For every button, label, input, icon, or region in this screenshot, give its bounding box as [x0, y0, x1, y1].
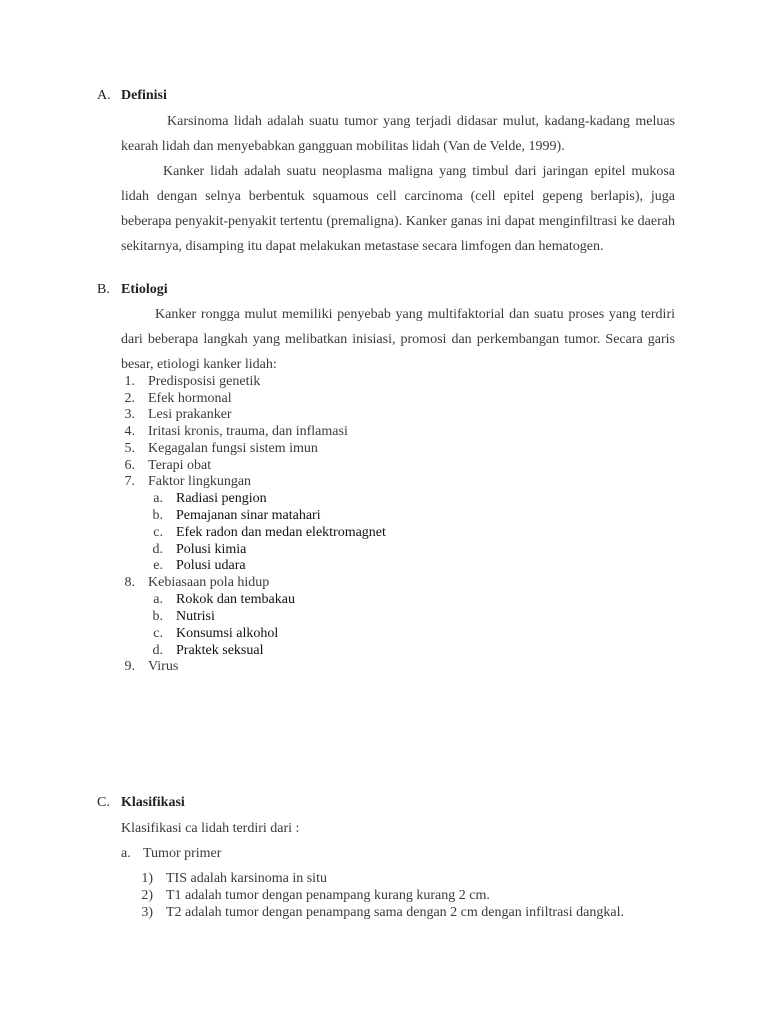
sub-list-letter: c.	[153, 626, 163, 641]
sub-list-letter: a.	[153, 491, 163, 506]
list-item-number: 3.	[124, 407, 135, 422]
list-item-number: 9.	[124, 659, 135, 674]
section-c-marker: C.	[97, 795, 110, 810]
sub-list-letter: b.	[152, 508, 163, 523]
definisi-paragraph-2: Kanker lidah adalah suatu neoplasma maligna yang timbul dari jaringan epitel mukosa lidah dengan selnya berbentuk squamous cell carcinoma (cell epitel gepeng berlapis), juga beberapa penyakit-penyakit tertentu (premaligna). Kanker ganas ini dapat menginfiltrasi ke daerah sekitarnya, disamping itu dapat melakukan metastase secara limfogen dan hematogen.	[121, 164, 675, 254]
list-item: Faktor lingkungan	[148, 474, 252, 489]
sub-section-heading: Tumor primer	[143, 846, 222, 861]
list-item-number: 7.	[124, 474, 135, 489]
section-b-heading: Etiologi	[121, 282, 168, 297]
list-item: Iritasi kronis, trauma, dan inflamasi	[148, 424, 348, 439]
list-item: Virus	[148, 659, 179, 674]
section-a-heading: Definisi	[121, 88, 167, 103]
klasifikasi-intro: Klasifikasi ca lidah terdiri dari :	[121, 821, 300, 836]
sub-list-item: Polusi udara	[176, 558, 246, 573]
list-item-number: 2)	[141, 888, 153, 903]
sub-list-letter: a.	[153, 592, 163, 607]
sub-list-item: Efek radon dan medan elektromagnet	[176, 525, 386, 540]
sub-list-item: Nutrisi	[176, 609, 215, 624]
sub-list-letter: e.	[153, 558, 163, 573]
list-item: Terapi obat	[148, 458, 212, 473]
list-item-number: 8.	[124, 575, 135, 590]
section-c-heading: Klasifikasi	[121, 795, 185, 810]
sub-list-item: Polusi kimia	[176, 542, 247, 557]
list-item: Kebiasaan pola hidup	[148, 575, 270, 590]
definisi-paragraph-1: Karsinoma lidah adalah suatu tumor yang terjadi didasar mulut, kadang-kadang meluas kearah lidah dan menyebabkan gangguan mobilitas lidah (Van de Velde, 1999).	[121, 114, 675, 154]
sub-list-item: Radiasi pengion	[176, 491, 267, 506]
list-item: T2 adalah tumor dengan penampang sama dengan 2 cm dengan infiltrasi dangkal.	[166, 905, 624, 920]
sub-list-letter: d.	[152, 643, 163, 658]
sub-section-marker: a.	[121, 846, 131, 861]
list-item-number: 3)	[141, 905, 153, 920]
sub-list-item: Konsumsi alkohol	[176, 626, 279, 641]
list-item-number: 6.	[124, 458, 135, 473]
sub-list-letter: b.	[152, 609, 163, 624]
list-item: Predisposisi genetik	[148, 374, 261, 389]
list-item: Lesi prakanker	[148, 407, 232, 422]
list-item: Kegagalan fungsi sistem imun	[148, 441, 318, 456]
list-item-number: 5.	[124, 441, 135, 456]
list-item: Efek hormonal	[148, 391, 232, 406]
list-item: T1 adalah tumor dengan penampang kurang kurang 2 cm.	[166, 888, 490, 903]
list-item-number: 1.	[124, 374, 135, 389]
sub-list-item: Pemajanan sinar matahari	[176, 508, 321, 523]
etiologi-paragraph: Kanker rongga mulut memiliki penyebab yang multifaktorial dan suatu proses yang terdiri dari beberapa langkah yang melibatkan inisiasi, promosi dan perkembangan tumor. Secara garis besar, etiologi kanker lidah:	[121, 307, 675, 372]
list-item: TIS adalah karsinoma in situ	[166, 871, 327, 886]
section-a-marker: A.	[97, 88, 111, 103]
sub-list-letter: c.	[153, 525, 163, 540]
section-b-marker: B.	[97, 282, 110, 297]
list-item-number: 4.	[124, 424, 135, 439]
sub-list-item: Praktek seksual	[176, 643, 264, 658]
list-item-number: 1)	[141, 871, 153, 886]
sub-list-letter: d.	[152, 542, 163, 557]
list-item-number: 2.	[124, 391, 135, 406]
sub-list-item: Rokok dan tembakau	[176, 592, 295, 607]
